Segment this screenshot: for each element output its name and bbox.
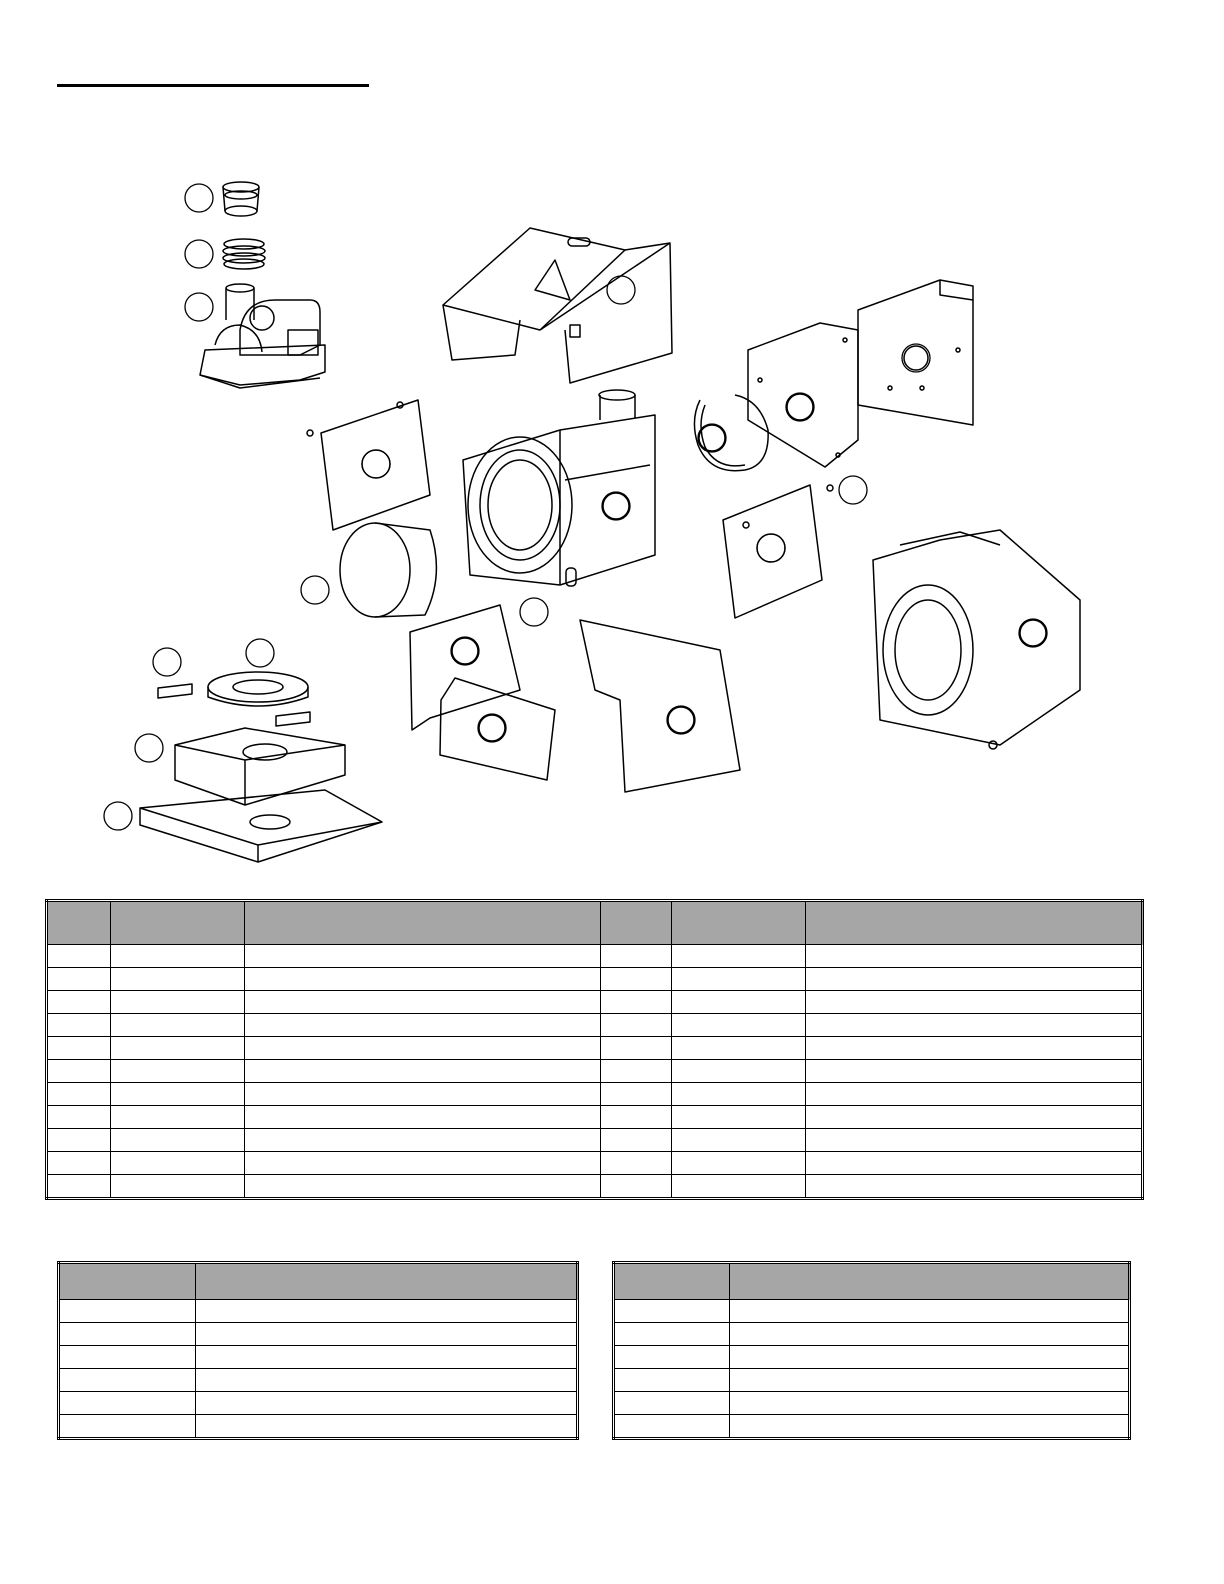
- table-cell: [672, 968, 806, 991]
- header-part-number: [59, 1263, 196, 1300]
- table-row: [47, 1152, 1143, 1175]
- part-base-ring: [208, 672, 308, 706]
- table-cell: [601, 991, 672, 1014]
- table-cell: [672, 991, 806, 1014]
- table-cell: [601, 1014, 672, 1037]
- table-header-row: [59, 1263, 578, 1300]
- table-cell: [47, 1129, 111, 1152]
- part-side-panel-right: [723, 485, 833, 618]
- table-cell: [806, 968, 1143, 991]
- table-row: [47, 1083, 1143, 1106]
- table-cell: [806, 1060, 1143, 1083]
- callout-circles: [104, 184, 1047, 830]
- parts-list-table: [45, 899, 1144, 1200]
- table-cell: [672, 1014, 806, 1037]
- table-cell: [730, 1323, 1130, 1346]
- table-header-row: [614, 1263, 1130, 1300]
- table-cell: [196, 1323, 578, 1346]
- table-cell: [614, 1415, 730, 1439]
- table-cell: [601, 1106, 672, 1129]
- table-cell: [47, 991, 111, 1014]
- kit-table-left: [57, 1261, 579, 1440]
- table-cell: [806, 1014, 1143, 1037]
- header-description: [196, 1263, 578, 1300]
- header-item: [47, 901, 111, 945]
- table-cell: [111, 1037, 245, 1060]
- table-row: [47, 1060, 1143, 1083]
- part-base-block: [175, 728, 345, 805]
- table-cell: [672, 1129, 806, 1152]
- table-cell: [672, 1106, 806, 1129]
- table-cell: [111, 945, 245, 968]
- table-cell: [245, 968, 601, 991]
- table-cell: [111, 1106, 245, 1129]
- table-row: [614, 1392, 1130, 1415]
- table-row: [59, 1415, 578, 1439]
- header-description: [730, 1263, 1130, 1300]
- part-small-strips: [158, 684, 310, 726]
- table-row: [47, 1175, 1143, 1199]
- table-cell: [806, 1106, 1143, 1129]
- table-cell: [245, 1083, 601, 1106]
- table-cell: [614, 1300, 730, 1323]
- part-baffle-disk: [694, 395, 768, 471]
- table-cell: [111, 1152, 245, 1175]
- table-row: [59, 1300, 578, 1323]
- table-cell: [47, 1175, 111, 1199]
- table-cell: [614, 1346, 730, 1369]
- table-row: [47, 968, 1143, 991]
- table-cell: [59, 1323, 196, 1346]
- table-cell: [601, 968, 672, 991]
- kit-table-right: [612, 1261, 1131, 1440]
- part-assembled-unit: [873, 530, 1080, 749]
- table-cell: [806, 1083, 1143, 1106]
- part-frame-legs-left: [410, 605, 555, 780]
- table-cell: [601, 1129, 672, 1152]
- table-cell: [672, 1060, 806, 1083]
- table-row: [59, 1323, 578, 1346]
- table-cell: [730, 1369, 1130, 1392]
- table-cell: [245, 945, 601, 968]
- table-row: [614, 1369, 1130, 1392]
- table-cell: [59, 1392, 196, 1415]
- table-row: [614, 1415, 1130, 1439]
- table-row: [614, 1300, 1130, 1323]
- table-row: [47, 1037, 1143, 1060]
- table-cell: [245, 1152, 601, 1175]
- table-cell: [111, 1083, 245, 1106]
- table-cell: [111, 1014, 245, 1037]
- table-cell: [601, 1175, 672, 1199]
- table-cell: [111, 991, 245, 1014]
- table-cell: [111, 1129, 245, 1152]
- table-cell: [601, 1060, 672, 1083]
- table-cell: [245, 1129, 601, 1152]
- table-cell: [47, 1060, 111, 1083]
- table-row: [47, 945, 1143, 968]
- part-liner-sleeve: [340, 523, 436, 617]
- table-cell: [614, 1323, 730, 1346]
- header-description-2: [806, 901, 1143, 945]
- table-cell: [601, 1152, 672, 1175]
- page-title-underline: [57, 84, 369, 87]
- table-cell: [59, 1415, 196, 1439]
- table-cell: [47, 1152, 111, 1175]
- table-cell: [196, 1415, 578, 1439]
- part-connector-ring: [223, 182, 259, 216]
- table-row: [47, 1129, 1143, 1152]
- table-cell: [245, 1106, 601, 1129]
- table-row: [47, 1014, 1143, 1037]
- header-part-number: [614, 1263, 730, 1300]
- table-cell: [111, 1060, 245, 1083]
- part-blower-assembly: [200, 284, 325, 388]
- header-description: [245, 901, 601, 945]
- table-cell: [47, 968, 111, 991]
- table-cell: [111, 1175, 245, 1199]
- part-frame-legs-right: [580, 620, 740, 792]
- table-cell: [47, 1037, 111, 1060]
- table-cell: [59, 1346, 196, 1369]
- table-cell: [245, 1014, 601, 1037]
- part-side-panel-left: [307, 400, 430, 530]
- table-cell: [730, 1392, 1130, 1415]
- table-cell: [59, 1369, 196, 1392]
- table-cell: [614, 1369, 730, 1392]
- table-cell: [601, 1037, 672, 1060]
- table-row: [47, 1106, 1143, 1129]
- table-cell: [730, 1415, 1130, 1439]
- part-gasket-stack: [223, 239, 265, 269]
- table-cell: [806, 1129, 1143, 1152]
- table-row: [614, 1323, 1130, 1346]
- table-cell: [730, 1300, 1130, 1323]
- header-part-number-2: [672, 901, 806, 945]
- part-back-panel-right: [858, 280, 973, 425]
- table-cell: [601, 1083, 672, 1106]
- table-cell: [245, 1037, 601, 1060]
- table-cell: [672, 945, 806, 968]
- table-cell: [245, 991, 601, 1014]
- table-cell: [196, 1392, 578, 1415]
- table-header-row: [47, 901, 1143, 945]
- table-cell: [111, 968, 245, 991]
- table-cell: [245, 1060, 601, 1083]
- table-cell: [196, 1369, 578, 1392]
- table-row: [614, 1346, 1130, 1369]
- table-cell: [806, 1152, 1143, 1175]
- table-cell: [601, 945, 672, 968]
- table-cell: [59, 1300, 196, 1323]
- table-cell: [672, 1083, 806, 1106]
- table-cell: [245, 1175, 601, 1199]
- table-cell: [806, 1175, 1143, 1199]
- table-cell: [806, 991, 1143, 1014]
- table-cell: [806, 945, 1143, 968]
- table-cell: [196, 1300, 578, 1323]
- table-row: [59, 1346, 578, 1369]
- table-row: [47, 991, 1143, 1014]
- exploded-parts-diagram: [0, 150, 1224, 880]
- table-cell: [672, 1175, 806, 1199]
- table-cell: [672, 1037, 806, 1060]
- table-cell: [730, 1346, 1130, 1369]
- table-row: [59, 1369, 578, 1392]
- table-cell: [47, 1014, 111, 1037]
- header-part-number: [111, 901, 245, 945]
- table-cell: [47, 945, 111, 968]
- part-top-hood: [443, 228, 672, 383]
- part-back-panel-left: [748, 323, 858, 467]
- table-cell: [47, 1083, 111, 1106]
- table-cell: [47, 1106, 111, 1129]
- table-cell: [806, 1037, 1143, 1060]
- table-cell: [196, 1346, 578, 1369]
- header-item-2: [601, 901, 672, 945]
- table-cell: [672, 1152, 806, 1175]
- table-row: [59, 1392, 578, 1415]
- table-cell: [614, 1392, 730, 1415]
- part-combustion-chamber: [463, 390, 655, 586]
